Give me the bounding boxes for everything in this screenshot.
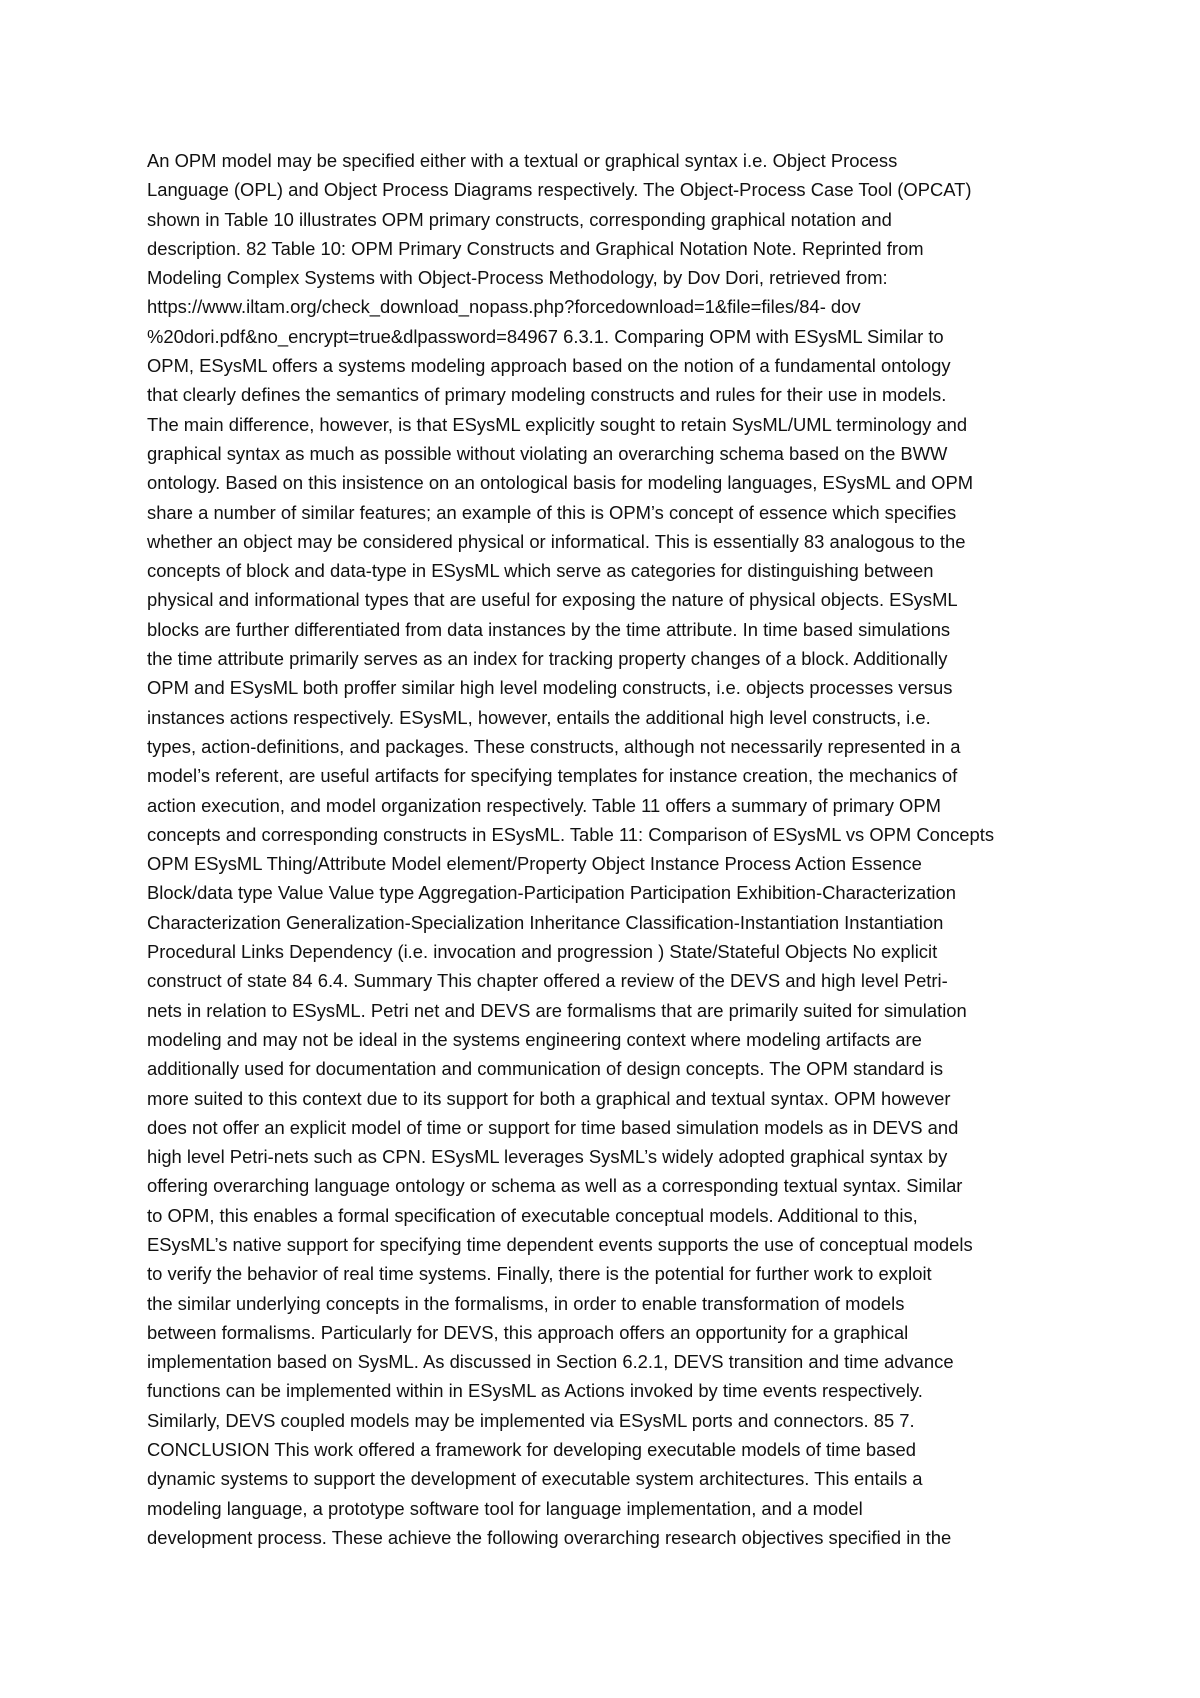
text-line: concepts of block and data-type in ESysML which serve as categories for distinguishing between: [147, 560, 934, 582]
text-line: Characterization Generalization-Specialization Inheritance Classification-Instantiation Instantiation: [147, 911, 944, 933]
text-line: shown in Table 10 illustrates OPM primary constructs, corresponding graphical notation and: [147, 208, 892, 230]
text-line: CONCLUSION This work offered a framework for developing executable models of time based: [147, 1439, 917, 1461]
text-line: The main difference, however, is that ESysML explicitly sought to retain SysML/UML terminology and: [147, 413, 968, 435]
text-line: Block/data type Value Value type Aggregation-Participation Participation Exhibition-Characterization: [147, 882, 956, 904]
text-line: offering overarching language ontology or schema as well as a corresponding textual syntax. Similar: [147, 1175, 963, 1197]
text-line: functions can be implemented within in ESysML as Actions invoked by time events respectively.: [147, 1380, 923, 1402]
text-line: https://www.iltam.org/check_download_nopass.php?forcedownload=1&file=files/84- dov: [147, 296, 861, 318]
text-line: types, action-definitions, and packages. These constructs, although not necessarily represented in a: [147, 735, 961, 757]
text-line: concepts and corresponding constructs in ESysML. Table 11: Comparison of ESysML vs OPM Concepts: [147, 823, 995, 845]
text-line: construct of state 84 6.4. Summary This chapter offered a review of the DEVS and high level Petri-: [147, 970, 948, 992]
text-line: nets in relation to ESysML. Petri net and DEVS are formalisms that are primarily suited for simulation: [147, 999, 967, 1021]
text-line: instances actions respectively. ESysML, however, entails the additional high level constructs, i.e.: [147, 706, 931, 728]
text-line: the similar underlying concepts in the formalisms, in order to enable transformation of models: [147, 1292, 905, 1314]
text-line: action execution, and model organization respectively. Table 11 offers a summary of primary OPM: [147, 794, 941, 816]
text-line: %20dori.pdf&no_encrypt=true&dlpassword=84967 6.3.1. Comparing OPM with ESysML Similar to: [147, 325, 944, 347]
text-line: OPM, ESysML offers a systems modeling approach based on the notion of a fundamental ontology: [147, 355, 951, 377]
text-line: the time attribute primarily serves as an index for tracking property changes of a block. Additionally: [147, 648, 948, 670]
text-line: Procedural Links Dependency (i.e. invocation and progression ) State/Stateful Objects No explicit: [147, 941, 938, 963]
text-line: share a number of similar features; an example of this is OPM’s concept of essence which specifies: [147, 501, 957, 523]
text-line: physical and informational types that are useful for exposing the nature of physical objects. ESysML: [147, 589, 958, 611]
text-line: that clearly defines the semantics of primary modeling constructs and rules for their use in models.: [147, 384, 947, 406]
text-line: to verify the behavior of real time systems. Finally, there is the potential for further work to exploit: [147, 1263, 932, 1285]
text-line: Modeling Complex Systems with Object-Process Methodology, by Dov Dori, retrieved from:: [147, 267, 888, 289]
text-line: ontology. Based on this insistence on an ontological basis for modeling languages, ESysML and OPM: [147, 472, 974, 494]
text-line: more suited to this context due to its support for both a graphical and textual syntax. OPM however: [147, 1087, 951, 1109]
text-line: between formalisms. Particularly for DEVS, this approach offers an opportunity for a graphical: [147, 1321, 909, 1343]
text-line: additionally used for documentation and communication of design concepts. The OPM standard is: [147, 1058, 944, 1080]
text-line: to OPM, this enables a formal specification of executable conceptual models. Additional to this,: [147, 1204, 918, 1226]
text-line: An OPM model may be specified either with a textual or graphical syntax i.e. Object Process: [147, 150, 898, 171]
text-line: modeling and may not be ideal in the systems engineering context where modeling artifacts are: [147, 1028, 922, 1050]
text-line: OPM and ESysML both proffer similar high level modeling constructs, i.e. objects processes versus: [147, 677, 953, 699]
text-line: model’s referent, are useful artifacts for specifying templates for instance creation, the mechanics of: [147, 765, 958, 787]
text-line: modeling language, a prototype software tool for language implementation, and a model: [147, 1497, 863, 1519]
text-line: Similarly, DEVS coupled models may be implemented via ESysML ports and connectors. 85 7.: [147, 1409, 915, 1431]
text-line: graphical syntax as much as possible without violating an overarching schema based on the BWW: [147, 442, 948, 464]
text-line: whether an object may be considered physical or informatical. This is essentially 83 analogous to the: [147, 530, 966, 552]
text-line: blocks are further differentiated from data instances by the time attribute. In time based simulations: [147, 618, 951, 640]
text-line: OPM ESysML Thing/Attribute Model element/Property Object Instance Process Action Essence: [147, 853, 922, 875]
text-line: high level Petri-nets such as CPN. ESysML leverages SysML’s widely adopted graphical syntax by: [147, 1146, 948, 1168]
text-line: dynamic systems to support the development of executable system architectures. This entails a: [147, 1468, 923, 1490]
text-line: implementation based on SysML. As discussed in Section 6.2.1, DEVS transition and time advance: [147, 1351, 954, 1373]
text-line: ESysML’s native support for specifying time dependent events supports the use of conceptual models: [147, 1233, 973, 1255]
text-line: development process. These achieve the following overarching research objectives specified in the: [147, 1526, 952, 1548]
text-line: does not offer an explicit model of time or support for time based simulation models as in DEVS and: [147, 1116, 959, 1138]
body-text: [147, 146, 1067, 1552]
text-line: description. 82 Table 10: OPM Primary Constructs and Graphical Notation Note. Reprinted from: [147, 237, 924, 259]
text-line: Language (OPL) and Object Process Diagrams respectively. The Object-Process Case Tool (OPCAT): [147, 179, 972, 201]
